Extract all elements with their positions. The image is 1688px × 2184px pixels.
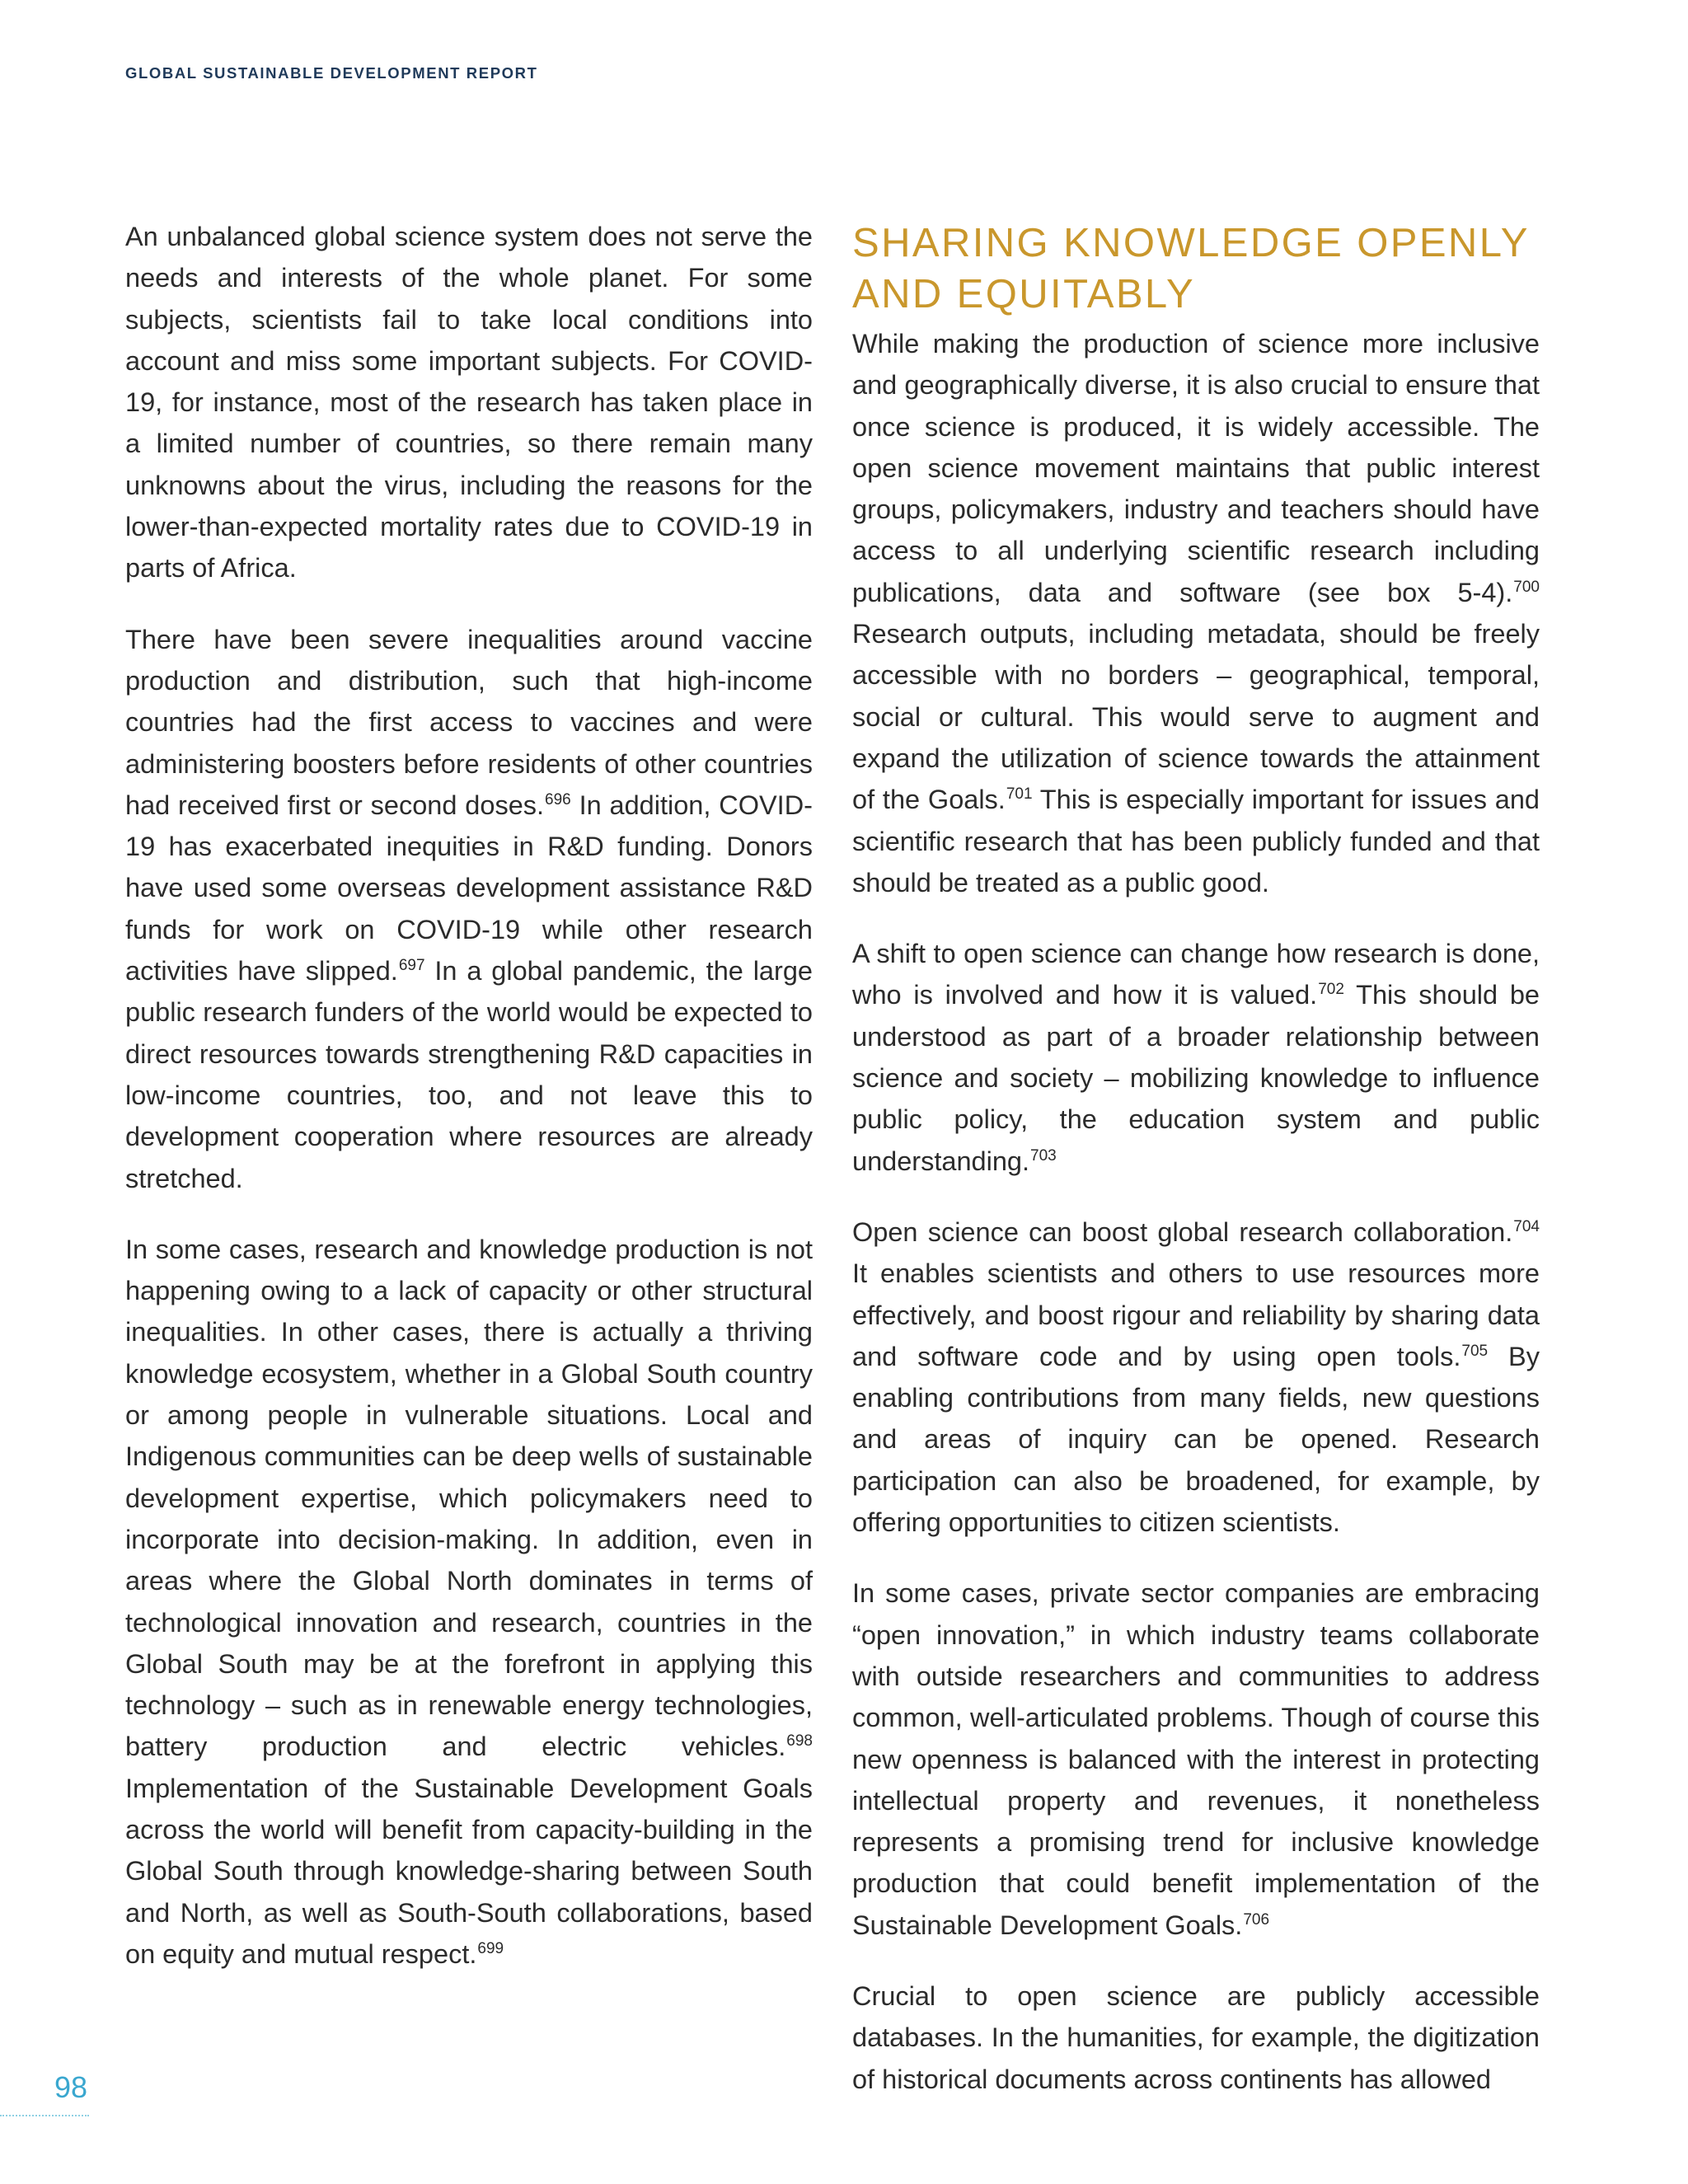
paragraph-unbalanced-science bbox=[125, 216, 813, 589]
right-column bbox=[852, 216, 1540, 2100]
page-number: 98 bbox=[54, 2070, 88, 2104]
paragraph-text: In a global pandemic, the large public research funders of the world would be expected to direct resources towards strengthening R&D capacities in low-income countries, too, and not leave this to development cooperation where resources are already stretched. bbox=[125, 956, 813, 1193]
paragraph-text: Crucial to open science are publicly accessible databases. In the humanities, for example, the digitization of historical documents across continents has allowed bbox=[852, 1980, 1540, 2094]
paragraph-text: It enables scientists and others to use resources more effectively, and boost rigour and reliability by sharing data and software code and by using open tools. bbox=[852, 1258, 1540, 1371]
footnote-ref-700[interactable]: 700 bbox=[1513, 578, 1540, 596]
paragraph-text: By enabling contributions from many fields, new questions and areas of inquiry can be opened. Research participation can also be broadened, for example, by offering opportunities to citizen scientists. bbox=[852, 1341, 1540, 1538]
footnote-ref-705[interactable]: 705 bbox=[1461, 1342, 1489, 1360]
footnote-ref-696[interactable]: 696 bbox=[545, 790, 571, 808]
section-heading: SHARING KNOWLEDGE OPENLY AND EQUITABLY bbox=[852, 221, 1529, 316]
paragraph-text: In some cases, research and knowledge production is not happening owing to a lack of capacity or other structural inequalities. In other cases, there is actually a thriving knowledge ecosystem, whether in a Global South country or among people in vulnerable situations. Local and Indigenous communities can be deep wells of sustainable development expertise, which policymakers need to incorporate into decision-making. In addition, even in areas where the Global North dominates in terms of technological innovation and research, countries in the Global South may be at the forefront in applying this technology – such as in renewable energy technologies, battery production and electric vehicles. bbox=[125, 1234, 813, 1762]
footnote-ref-702[interactable]: 702 bbox=[1318, 981, 1344, 999]
paragraph-open-innovation bbox=[852, 1572, 1540, 1946]
footnote-ref-698[interactable]: 698 bbox=[786, 1732, 813, 1750]
paragraph-accessible-science bbox=[852, 323, 1540, 903]
paragraph-shift-to-open-science bbox=[852, 933, 1540, 1182]
footnote-ref-699[interactable]: 699 bbox=[477, 1939, 504, 1957]
footnote-ref-703[interactable]: 703 bbox=[1030, 1146, 1057, 1165]
paragraph-text: In some cases, private sector companies are embracing “open innovation,” in which industry teams collaborate with outside researchers and communities to address common, well-articulated problems. Though of course this new openness is balanced with the interest in protecting intellectual property and revenues, it nonetheless represents a promising trend for inclusive knowledge production that could benefit implementation of the Sustainable Development Goals. bbox=[852, 1578, 1540, 1940]
paragraph-text: This is especially important for issues and scientific research that has been publicly funded and that should be treated as a public good. bbox=[852, 785, 1540, 898]
page-number-divider bbox=[0, 2115, 89, 2116]
paragraph-vaccine-inequalities bbox=[125, 619, 813, 1199]
paragraph-research-collaboration bbox=[852, 1212, 1540, 1543]
left-column bbox=[125, 216, 813, 1975]
paragraph-text: An unbalanced global science system does not serve the needs and interests of the whole planet. For some subjects, scientists fail to take local conditions into account and miss some important subjects. For COVID-19, for instance, most of the research has taken place in a limited number of countries, so there remain many unknowns about the virus, including the reasons for the lower-than-expected mortality rates due to COVID-19 in parts of Africa. bbox=[125, 222, 813, 583]
paragraph-text: A shift to open science can change how research is done, who is involved and how it is valued. bbox=[852, 939, 1540, 1010]
footnote-ref-706[interactable]: 706 bbox=[1243, 1910, 1270, 1929]
paragraph-public-databases bbox=[852, 1975, 1540, 2100]
paragraph-text: Implementation of the Sustainable Development Goals across the world will benefit from capacity-building in the Global South through knowledge-sharing between South and North, as well as South-South collaborations, based on equity and mutual respect. bbox=[125, 1773, 813, 1969]
paragraph-text: While making the production of science more inclusive and geographically diverse, it is also crucial to ensure that once science is produced, it is widely accessible. The open science movement maintains that public interest groups, policymakers, industry and teachers should have access to all underlying scientific research including publications, data and software (see box 5-4). bbox=[852, 329, 1540, 607]
paragraph-text: In addition, COVID-19 has exacerbated inequities in R&D funding. Donors have used some overseas development assistance R&D funds for work on COVID-19 while other research activities have slipped. bbox=[125, 790, 813, 987]
footnote-ref-704[interactable]: 704 bbox=[1513, 1217, 1540, 1235]
paragraph-text: There have been severe inequalities around vaccine production and distribution, such that high-income countries had the first access to vaccines and were administering boosters before residents of other countries had received first or second doses. bbox=[125, 624, 813, 820]
running-header-title: GLOBAL SUSTAINABLE DEVELOPMENT REPORT bbox=[125, 64, 538, 82]
paragraph-knowledge-ecosystems bbox=[125, 1229, 813, 1975]
paragraph-text: This should be understood as part of a broader relationship between science and society – mobilizing knowledge to influence public policy, the education system and public understanding. bbox=[852, 980, 1540, 1176]
footnote-ref-697[interactable]: 697 bbox=[398, 957, 425, 975]
paragraph-text: Open science can boost global research collaboration. bbox=[852, 1216, 1513, 1247]
paragraph-text: Research outputs, including metadata, should be freely accessible with no borders – geographical, temporal, social or cultural. This would serve to augment and expand the utilization of science towards the attainment of the Goals. bbox=[852, 619, 1540, 815]
footnote-ref-701[interactable]: 701 bbox=[1006, 785, 1033, 804]
